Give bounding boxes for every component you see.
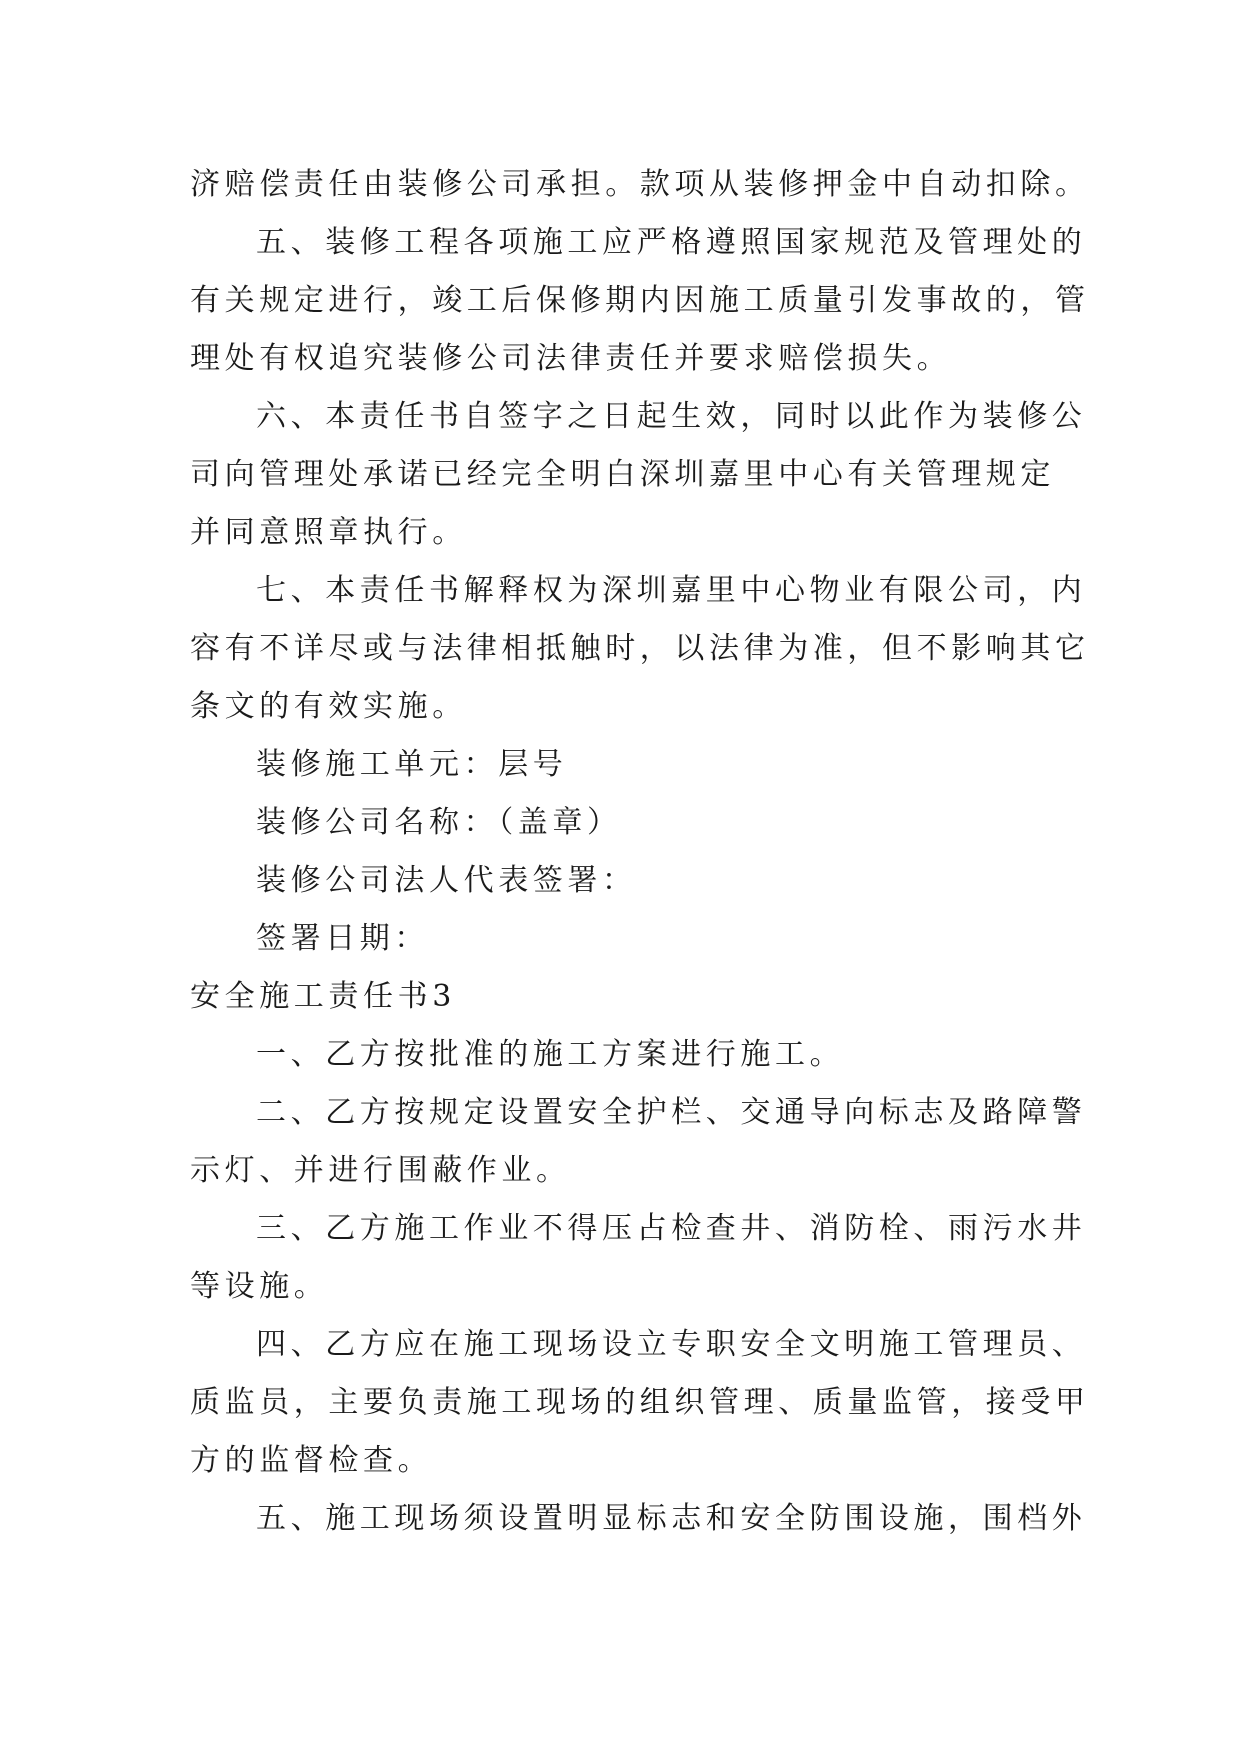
text-line: 六、本责任书自签字之日起生效，同时以此作为装修公 [256, 399, 1087, 434]
text-line: 等设施。 [190, 1269, 329, 1304]
form-field-company: 装修公司名称：（盖章） [256, 805, 622, 840]
text-line: 理处有权追究装修公司法律责任并要求赔偿损失。 [190, 341, 952, 376]
text-line: 容有不详尽或与法律相抵触时，以法律为准，但不影响其它 [190, 631, 1090, 666]
text-line: 并同意照章执行。 [190, 515, 467, 550]
form-field-unit: 装修施工单元：层号 [256, 747, 568, 782]
text-line: 一、乙方按批准的施工方案进行施工。 [256, 1037, 845, 1072]
text-line: 济赔偿责任由装修公司承担。款项从装修押金中自动扣除。 [190, 167, 1090, 202]
text-line: 五、施工现场须设置明显标志和安全防围设施，围档外 [256, 1501, 1087, 1536]
form-field-legal-rep: 装修公司法人代表签署： [256, 863, 637, 898]
document-page [190, 156, 1090, 1548]
form-field-date: 签署日期： [256, 921, 429, 956]
text-line: 有关规定进行，竣工后保修期内因施工质量引发事故的，管 [190, 283, 1090, 318]
text-line: 四、乙方应在施工现场设立专职安全文明施工管理员、 [256, 1327, 1087, 1362]
text-line: 三、乙方施工作业不得压占检查井、消防栓、雨污水井 [256, 1211, 1087, 1246]
text-line: 质监员，主要负责施工现场的组织管理、质量监管，接受甲 [190, 1385, 1090, 1420]
text-line: 条文的有效实施。 [190, 689, 467, 724]
section-title: 安全施工责任书3 [190, 979, 456, 1014]
text-line: 示灯、并进行围蔽作业。 [190, 1153, 571, 1188]
text-line: 司向管理处承诺已经完全明白深圳嘉里中心有关管理规定 [190, 457, 1055, 492]
text-line: 七、本责任书解释权为深圳嘉里中心物业有限公司，内 [256, 573, 1087, 608]
text-line: 方的监督检查。 [190, 1443, 433, 1478]
text-line: 五、装修工程各项施工应严格遵照国家规范及管理处的 [256, 225, 1087, 260]
text-line: 二、乙方按规定设置安全护栏、交通导向标志及路障警 [256, 1095, 1087, 1130]
